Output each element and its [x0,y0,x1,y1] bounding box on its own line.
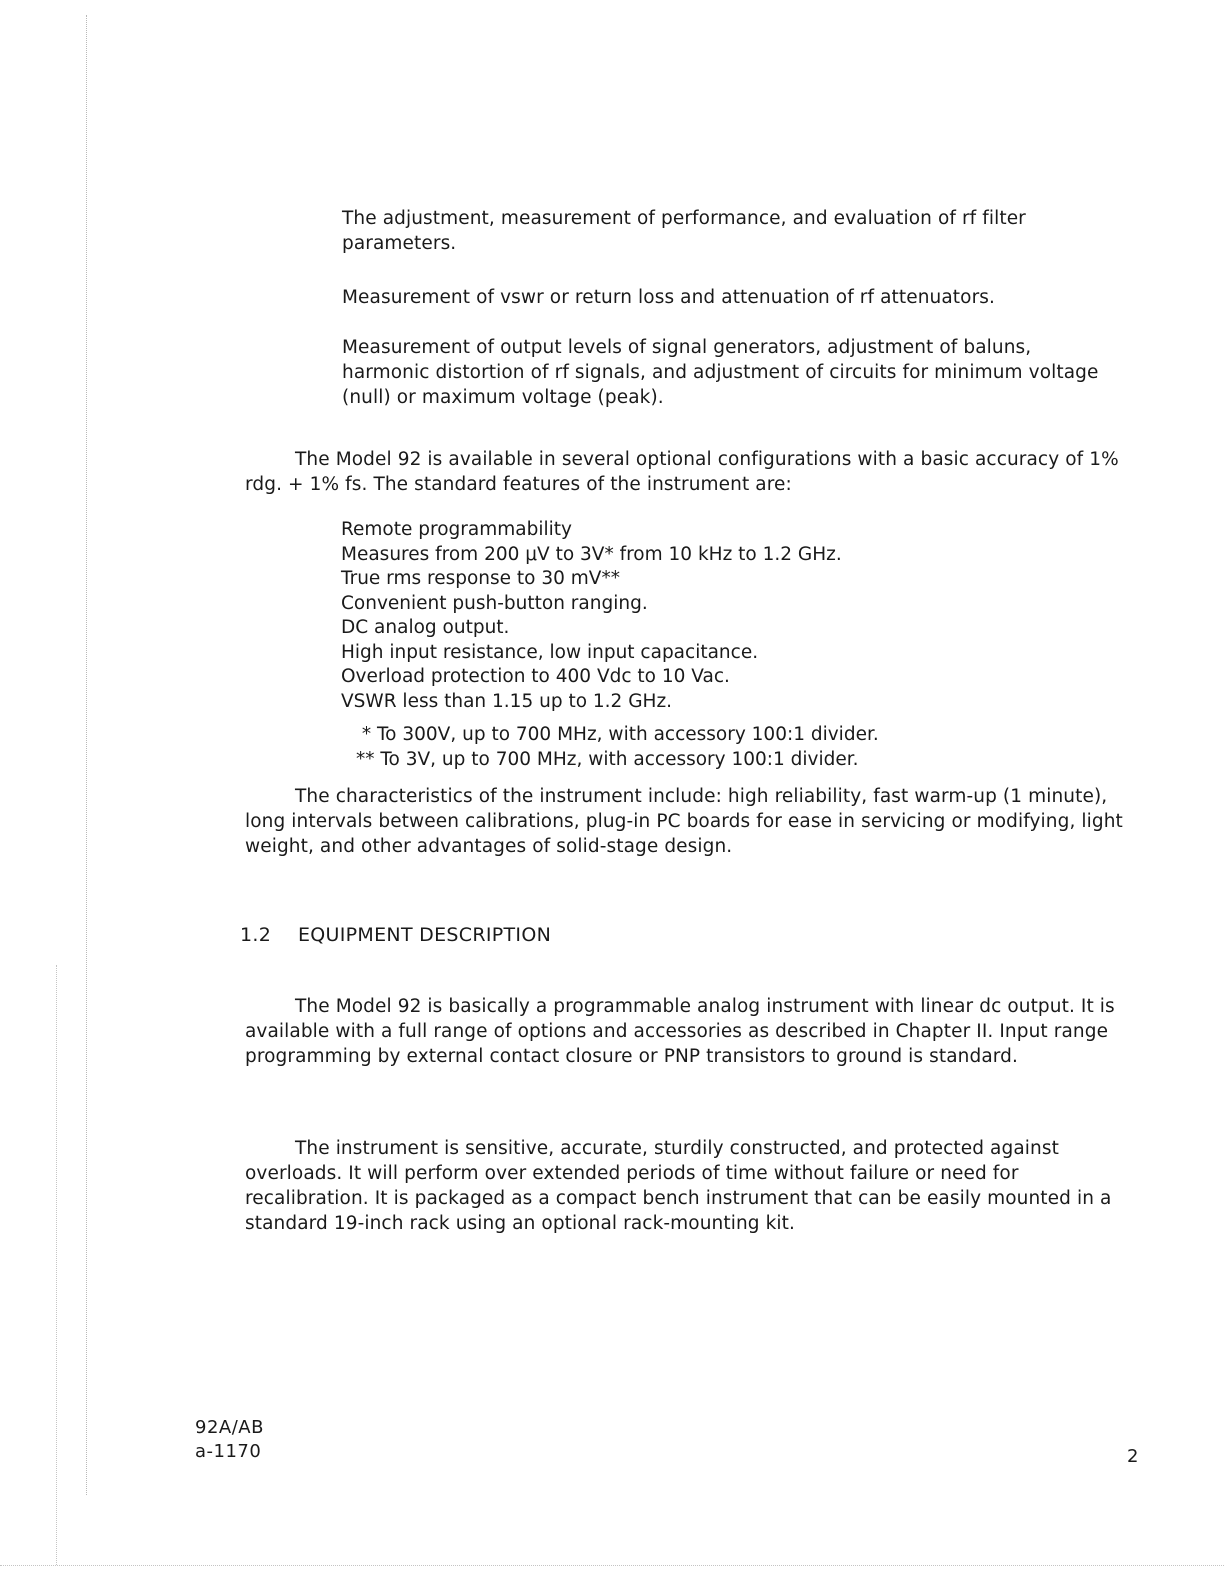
scan-edge-left [56,965,57,1565]
footnote-item: * To 300V, up to 700 MHz, with accessory 100:1 divider. [356,724,879,745]
page-number: 2 [1127,1446,1139,1467]
characteristics-paragraph [245,784,1125,859]
binding-edge-marks [86,15,95,1495]
intro-item-filter: The adjustment, measurement of performance, and evaluation of rf filter parameters. [342,208,1026,254]
features-list [341,518,842,714]
feature-item: High input resistance, low input capacitance. [341,641,759,663]
feature-item: VSWR less than 1.15 up to 1.2 GHz. [341,690,673,712]
document-code [195,1416,264,1464]
feature-item: True rms response to 30 mV** [341,568,620,589]
footnote-item: ** To 3V, up to 700 MHz, with accessory 100:1 divider. [356,749,859,770]
availability-paragraph [245,447,1125,497]
intro-item-vswr: Measurement of vswr or return loss and attenuation of rf attenuators. [342,287,996,308]
description-paragraph [245,1136,1125,1236]
description-paragraph [245,994,1125,1069]
section-heading [240,924,551,946]
section-title: EQUIPMENT DESCRIPTION [298,924,552,946]
feature-item: Measures from 200 μV to 3V* from 10 kHz to 1.2 GHz. [341,543,842,565]
description-text: The instrument is sensitive, accurate, sturdily constructed, and protected against overloads. It will perform over extended periods of time without failure or need for recalibration. It is packaged as a compact bench instrument that can be easily mounted in a standard 19-inch rack using an optional rack-mounting kit. [245,1138,1112,1234]
intro-item-output-levels: Measurement of output levels of signal generators, adjustment of baluns, harmonic distortion of rf signals, and adjustment of circuits for minimum voltage (null) or maximum voltage (peak). [342,337,1099,408]
description-text: The Model 92 is basically a programmable analog instrument with linear dc output. It is available with a full range of options and accessories as described in Chapter II. Input range programming by external contact closure or PNP transistors to ground is standard. [245,996,1115,1067]
characteristics-text: The characteristics of the instrument include: high reliability, fast warm-up (1 minute), long intervals between calibrations, plug-in PC boards for ease in servicing or modifying, light weight, and other advantages of solid-stage design. [245,786,1123,857]
feature-item: Overload protection to 400 Vdc to 10 Vac. [341,666,730,687]
feature-item: Remote programmability [341,519,572,540]
section-number: 1.2 [240,924,272,946]
document-code-line: a-1170 [195,1441,262,1462]
feature-item: Convenient push-button ranging. [341,592,648,614]
availability-text: The Model 92 is available in several optional configurations with a basic accuracy of 1% rdg. + 1% fs. The standard features of the instrument are: [245,449,1119,495]
feature-item: DC analog output. [341,617,510,638]
footnotes-list [356,722,879,772]
document-code-line: 92A/AB [195,1417,264,1438]
scan-edge-bottom [0,1565,1224,1566]
